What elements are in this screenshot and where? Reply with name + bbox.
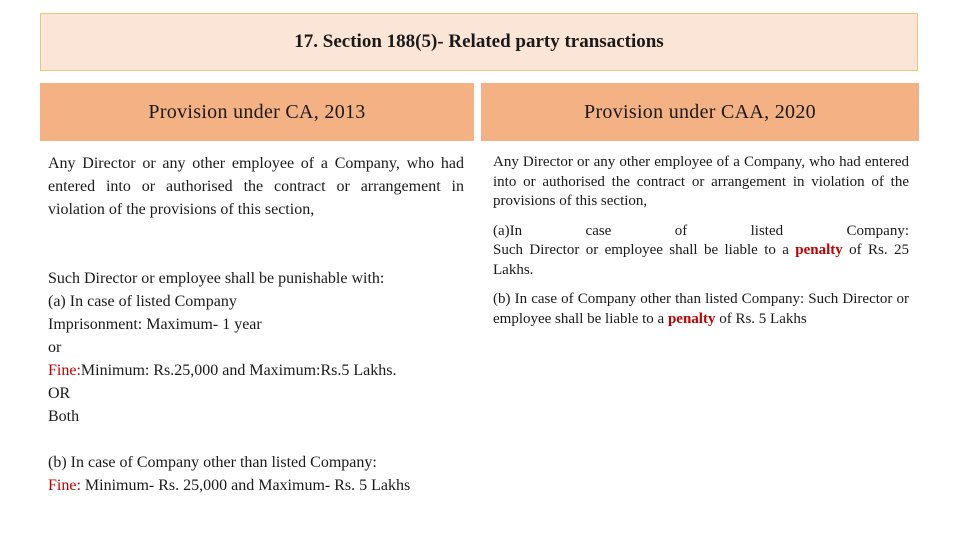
right-a-text-post: of Rs. 25 Lakhs. <box>493 242 909 278</box>
right-a-heading: (a)In case of listed Company: <box>493 222 909 239</box>
right-b-paragraph <box>493 290 909 329</box>
slide-title-box <box>40 13 918 71</box>
left-other-company-line: (b) In case of Company other than listed Company: <box>48 454 377 471</box>
right-a-text-pre: Such Director or employee shall be liable to a <box>493 242 796 258</box>
right-intro-paragraph: Any Director or any other employee of a Company, who had entered into or authorised the contract or arrangement in violation of the provisions of this section, <box>493 154 909 209</box>
left-intro-paragraph: Any Director or any other employee of a Company, who had entered into or authorised the contract or arrangement in violation of the provisions of this section, <box>48 155 464 218</box>
fine-label-1: Fine: <box>48 362 81 379</box>
right-b-text-pre: (b) In case of Company other than listed Company: Such Director or employee shall be liable to a <box>493 291 909 327</box>
left-listed-line: (a) In case of listed Company <box>48 293 237 310</box>
right-b-text-post: of Rs. 5 Lakhs <box>715 310 807 327</box>
column-caa-2020 <box>493 153 909 329</box>
fine-text-2: Minimum- Rs. 25,000 and Maximum- Rs. 5 Lakhs <box>80 477 411 494</box>
left-imprisonment-line: Imprisonment: Maximum- 1 year <box>48 316 262 333</box>
left-both-line: Both <box>48 408 80 425</box>
column-ca-2013 <box>48 152 464 497</box>
fine-text-1: Minimum: Rs.25,000 and Maximum:Rs.5 Lakhs. <box>80 362 397 379</box>
left-fine-line-1 <box>48 359 464 382</box>
fine-label-2: Fine: <box>48 477 81 494</box>
right-a-paragraph <box>493 241 909 280</box>
penalty-highlight-a: penalty <box>795 242 843 258</box>
left-or2-line: OR <box>48 385 71 402</box>
left-punishable-line: Such Director or employee shall be punishable with: <box>48 270 385 287</box>
left-fine-line-2 <box>48 474 464 497</box>
header-caa-2020: Provision under CAA, 2020 <box>481 83 919 141</box>
header-ca-2013: Provision under CA, 2013 <box>40 83 474 141</box>
left-or-line: or <box>48 339 62 356</box>
slide-title: 17. Section 188(5)- Related party transactions <box>294 31 664 52</box>
penalty-highlight-b: penalty <box>667 310 716 327</box>
